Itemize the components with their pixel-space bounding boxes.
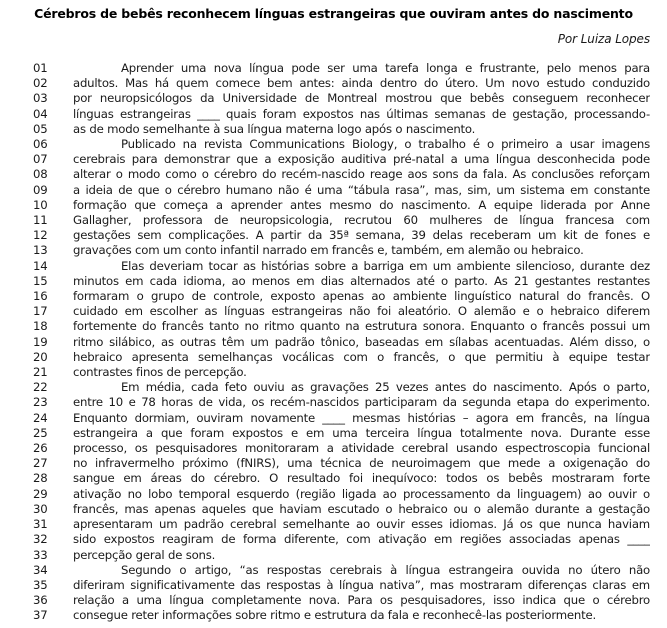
text-line — [0, 395, 667, 410]
line-text: diferiram significativamente das respostas à língua nativa”, mas mostraram diferenças claras em — [73, 577, 650, 592]
line-number: 28 — [33, 471, 48, 486]
line-number: 06 — [33, 137, 48, 152]
line-text: gestações sem complicações. A partir da 35ª semana, 39 delas receberam um kit de fones e — [73, 228, 650, 243]
line-number: 07 — [33, 152, 48, 167]
text-line — [0, 532, 667, 547]
line-text: entre 10 e 78 horas de vida, os recém-nascidos participaram da segunda etapa do experimento. — [73, 395, 650, 410]
text-line — [0, 441, 667, 456]
text-line — [0, 563, 667, 578]
text-line — [0, 456, 667, 471]
line-number: 32 — [33, 532, 48, 547]
text-line — [0, 517, 667, 532]
text-line — [0, 487, 667, 502]
line-text: formaram o grupo de controle, exposto apenas ao ambiente linguístico natural do francês. O — [73, 289, 650, 304]
line-number: 13 — [33, 243, 48, 258]
line-number: 11 — [33, 213, 48, 228]
line-number: 14 — [33, 258, 48, 273]
line-number: 37 — [33, 608, 48, 623]
line-number: 10 — [33, 197, 48, 212]
line-number: 18 — [33, 319, 48, 334]
line-number: 25 — [33, 425, 48, 440]
text-line — [0, 471, 667, 486]
text-line — [0, 107, 667, 122]
text-line — [0, 198, 667, 213]
text-line — [0, 122, 667, 137]
line-text: línguas estrangeiras ____ quais foram expostos nas últimas semanas de gestação, processando- — [73, 106, 650, 121]
line-number: 05 — [33, 121, 48, 136]
line-text: a ideia de que o cérebro humano não é uma “tábula rasa”, mas, sim, um sistema em constante — [73, 182, 650, 197]
text-line — [0, 411, 667, 426]
line-number: 03 — [33, 91, 48, 106]
text-line — [0, 304, 667, 319]
line-number: 12 — [33, 228, 48, 243]
line-number: 23 — [33, 395, 48, 410]
text-line — [0, 91, 667, 106]
text-line — [0, 167, 667, 182]
line-text: ritmo silábico, as outras têm um padrão tônico, baseadas em sílabas acentuadas. Além disso, o — [73, 334, 650, 349]
line-text: ativação no lobo temporal esquerdo (região ligada ao processamento da linguagem) ao ouvir o — [73, 486, 650, 501]
line-text: Publicado na revista Communications Biology, o trabalho é o primeiro a usar imagens — [121, 137, 650, 152]
line-text: Aprender uma nova língua pode ser uma tarefa longa e frustrante, pelo menos para — [121, 61, 650, 75]
line-number: 04 — [33, 106, 48, 121]
text-line — [0, 365, 667, 380]
line-text: por neuropsicólogos da Universidade de Montreal mostrou que bebês conseguem reconhecer — [73, 91, 650, 106]
line-text: contrastes finos de percepção. — [73, 365, 247, 380]
text-line — [0, 608, 667, 623]
text-line — [0, 289, 667, 304]
line-number: 34 — [33, 562, 48, 577]
line-number: 30 — [33, 501, 48, 516]
text-line — [0, 61, 667, 76]
line-number: 19 — [33, 334, 48, 349]
line-text: Enquanto dormiam, ouviram novamente ____ mesmas histórias – agora em francês, na língua — [73, 410, 650, 425]
line-text: cerebrais para demonstrar que a exposição auditiva pré-natal a uma língua desconhecida pode — [73, 152, 650, 167]
line-text: sangue em áreas do cérebro. O resultado foi inequívoco: todos os bebês mostraram forte — [73, 471, 650, 486]
line-text: apresentaram um padrão cerebral semelhante ao ouvir esses idiomas. Já os que nunca haviam — [73, 517, 650, 532]
line-text: minutos em cada idioma, ao menos em dias alternados até o parto. As 21 gestantes restantes — [73, 273, 650, 288]
text-line — [0, 228, 667, 243]
line-text: sido expostos reagiram de forma diferente, com ativação em regiões associadas apenas ____ — [73, 532, 650, 547]
line-text: consegue reter informações sobre ritmo e estrutura da fala e reconhecê-las posteriormente. — [73, 608, 596, 623]
line-text: processo, os pesquisadores monitoraram a atividade cerebral usando espectroscopia funcional — [73, 441, 650, 456]
line-number: 27 — [33, 456, 48, 471]
line-text: percepção geral de sons. — [73, 547, 216, 562]
line-text: Em média, cada feto ouviu as gravações 25 vezes antes do nascimento. Após o parto, — [121, 380, 650, 395]
text-line — [0, 152, 667, 167]
line-number: 09 — [33, 182, 48, 197]
line-text: francês, mas apenas aqueles que haviam escutado o hebraico ou o alemão durante a gestação — [73, 501, 650, 516]
text-line — [0, 76, 667, 91]
text-line — [0, 350, 667, 365]
text-line — [0, 243, 667, 258]
line-text: no infravermelho próximo (fNIRS), uma técnica de neuroimagem que mede a oxigenação do — [73, 456, 650, 471]
text-line — [0, 578, 667, 593]
text-line — [0, 183, 667, 198]
line-text: gravações com um conto infantil narrado em francês e, também, em alemão ou hebraico. — [73, 243, 584, 258]
document-body — [0, 61, 667, 624]
text-line — [0, 274, 667, 289]
line-number: 26 — [33, 441, 48, 456]
line-number: 35 — [33, 577, 48, 592]
text-line — [0, 502, 667, 517]
line-number: 01 — [33, 61, 48, 75]
line-text: fortemente do francês tanto no ritmo quanto na estrutura sonora. Enquanto o francês possui um — [73, 319, 650, 334]
line-text: Gallagher, professora de neuropsicologia, recrutou 60 mulheres de língua francesa com — [73, 213, 650, 228]
text-line — [0, 213, 667, 228]
line-text: hebraico apresenta semelhanças vocálicas com o francês, o que permitiu à equipe testar — [73, 349, 650, 364]
line-text: adultos. Mas há quem comece bem antes: ainda dentro do útero. Um novo estudo conduzido — [73, 76, 650, 91]
line-text: as de modo semelhante à sua língua materna logo após o nascimento. — [73, 121, 476, 136]
text-line — [0, 259, 667, 274]
line-number: 36 — [33, 593, 48, 608]
line-number: 20 — [33, 349, 48, 364]
line-number: 17 — [33, 304, 48, 319]
text-line — [0, 319, 667, 334]
line-number: 21 — [33, 365, 48, 380]
line-number: 02 — [33, 76, 48, 91]
line-number: 31 — [33, 517, 48, 532]
line-text: estrangeira a que foram expostos e em uma terceira língua totalmente nova. Durante esse — [73, 425, 650, 440]
line-number: 16 — [33, 289, 48, 304]
line-text: formação que começa a aprender antes mesmo do nascimento. A equipe liderada por Anne — [73, 197, 650, 212]
text-line — [0, 335, 667, 350]
line-number: 33 — [33, 547, 48, 562]
line-number: 15 — [33, 273, 48, 288]
line-number: 29 — [33, 486, 48, 501]
line-text: Segundo o artigo, “as respostas cerebrais à língua estrangeira ouvida no útero não — [121, 562, 650, 577]
byline: Por Luiza Lopes — [557, 32, 650, 46]
line-text: Elas deveriam tocar as histórias sobre a barriga em um ambiente silencioso, durante dez — [121, 258, 650, 273]
line-number: 24 — [33, 410, 48, 425]
line-text: cuidado em escolher as línguas estrangeiras não foi aleatório. O alemão e o hebraico diferem — [73, 304, 650, 319]
line-number: 08 — [33, 167, 48, 182]
article-title: Cérebros de bebês reconhecem línguas estrangeiras que ouviram antes do nascimento — [34, 6, 633, 21]
text-line — [0, 380, 667, 395]
text-line — [0, 426, 667, 441]
line-number: 22 — [33, 380, 48, 395]
text-line — [0, 137, 667, 152]
text-line — [0, 548, 667, 563]
line-text: relação a uma língua completamente nova. Para os pesquisadores, isso indica que o cérebro — [73, 593, 650, 608]
line-text: alterar o modo como o cérebro do recém-nascido reage aos sons da fala. As conclusões reforçam — [73, 167, 650, 182]
text-line — [0, 593, 667, 608]
